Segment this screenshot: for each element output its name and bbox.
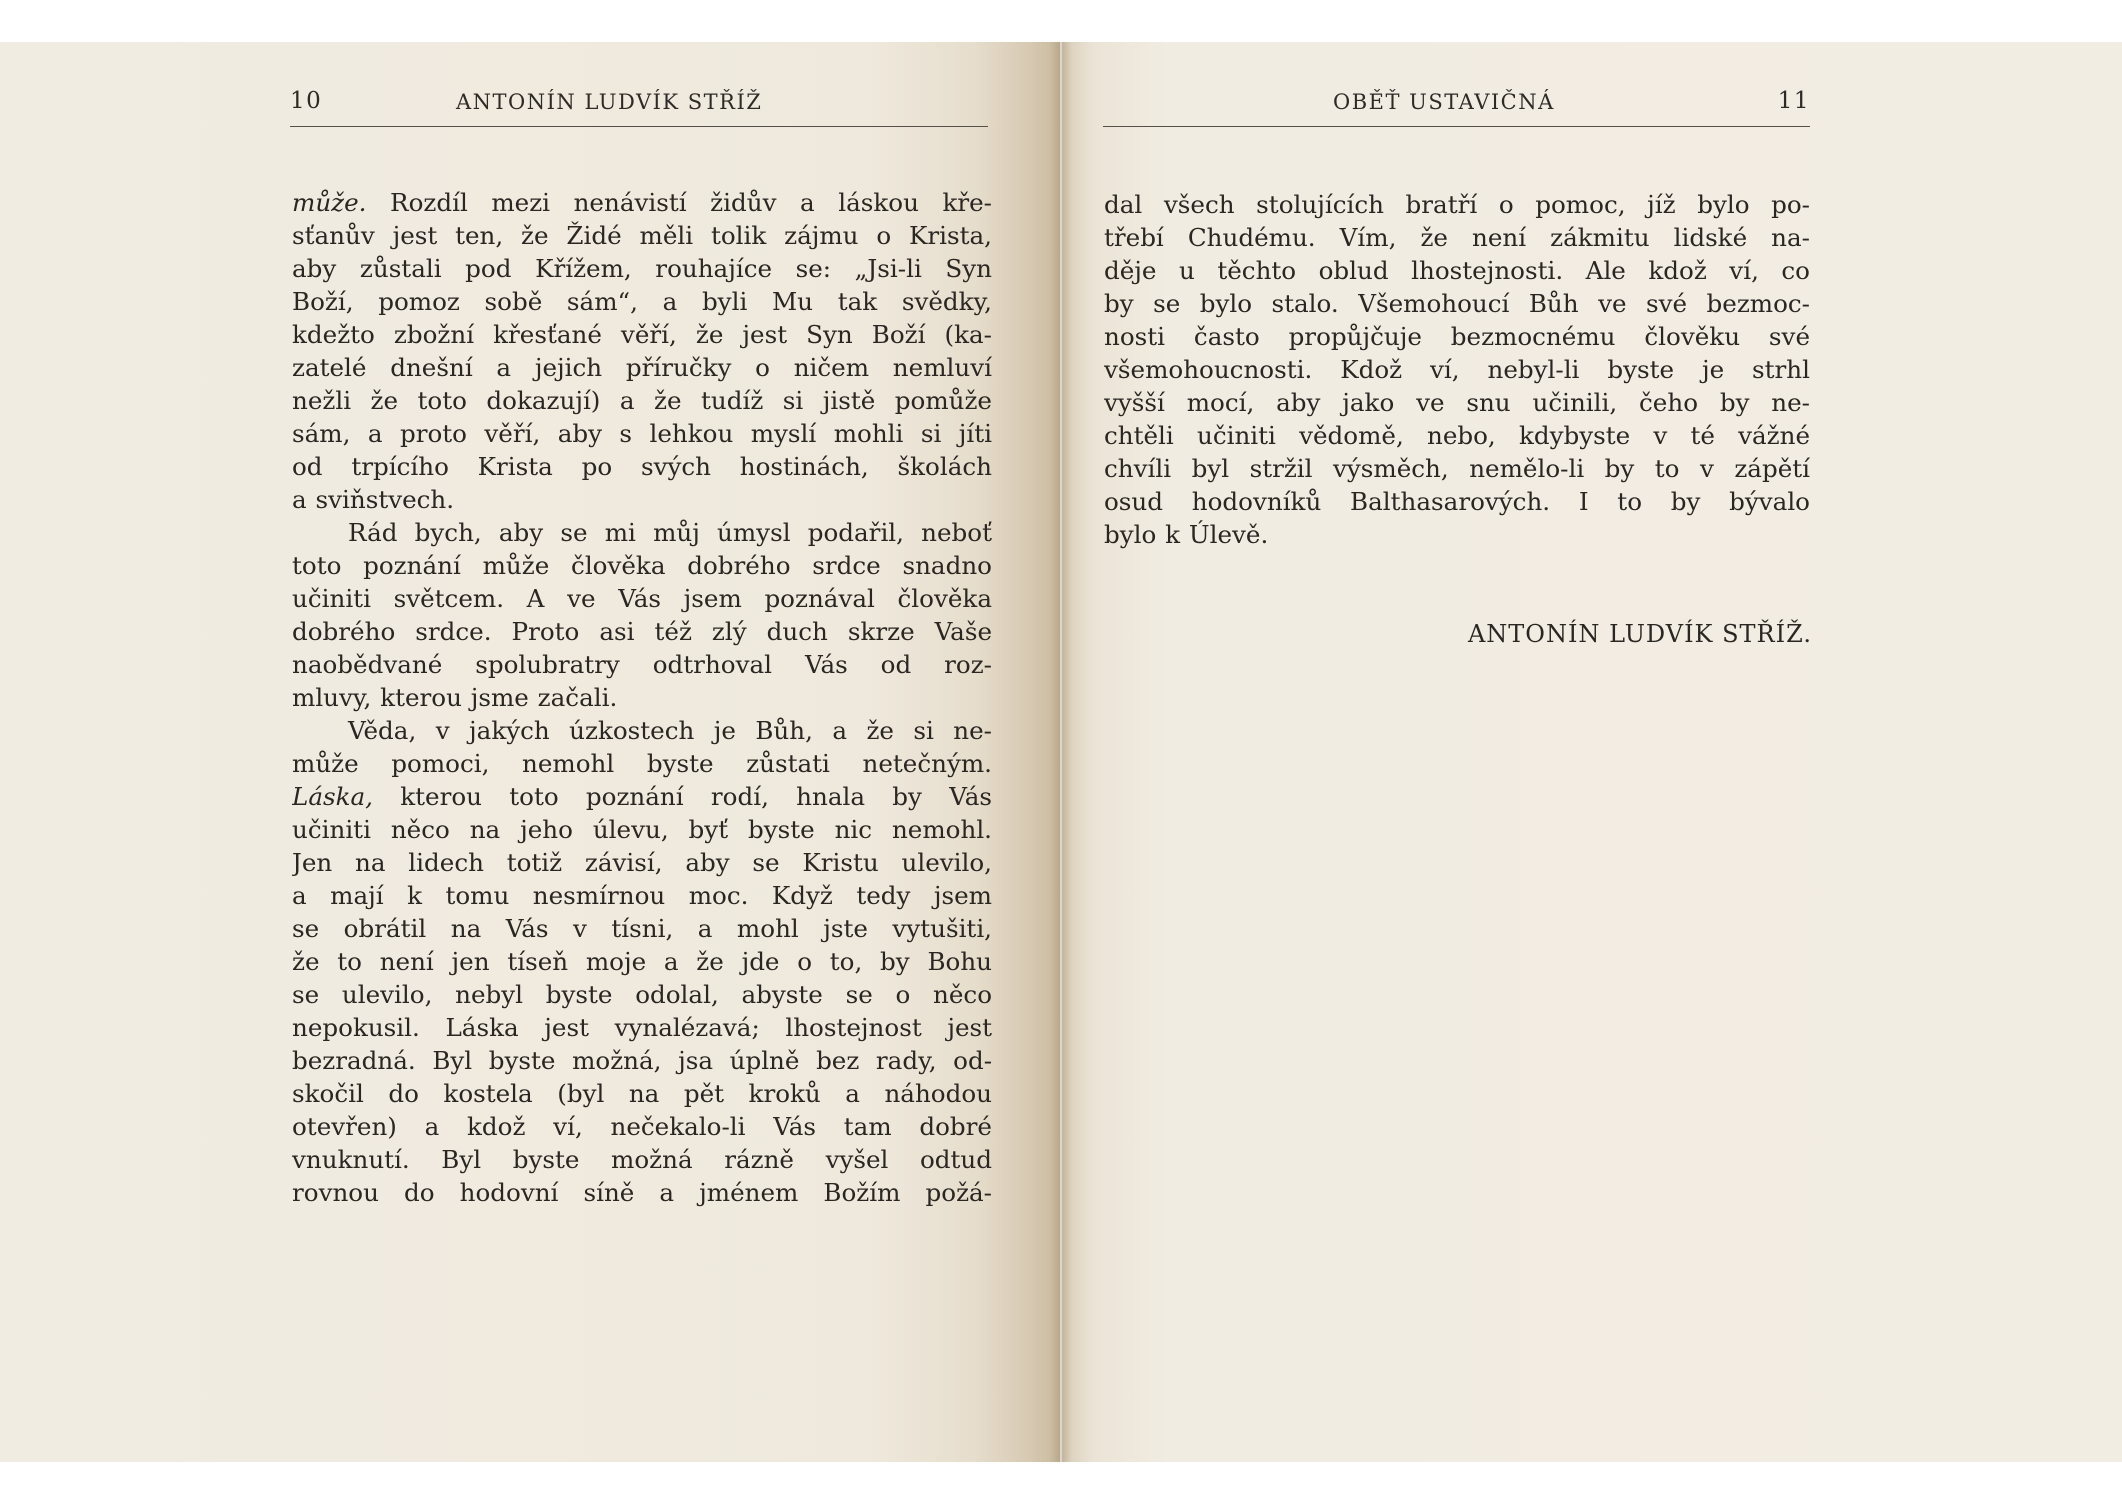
text-line: učiniti světcem. A ve Vás jsem poznával člověka bbox=[292, 584, 992, 613]
author-signature: ANTONÍN LUDVÍK STŘÍŽ. bbox=[1467, 620, 1812, 648]
text-line: bylo k Úlevě. bbox=[1104, 520, 1269, 549]
text-line: skočil do kostela (byl na pět kroků a náhodou bbox=[292, 1079, 992, 1108]
text-line: mluvy, kterou jsme začali. bbox=[292, 683, 618, 712]
text-line: toto poznání může člověka dobrého srdce snadno bbox=[292, 551, 992, 580]
text-line: osud hodovníků Balthasarových. I to by bývalo bbox=[1104, 487, 1810, 516]
running-title-right: OBĚŤ USTAVIČNÁ bbox=[1333, 90, 1555, 114]
text-line: vnuknutí. Byl byste možná rázně vyšel odtud bbox=[292, 1145, 992, 1174]
italic-word: může. bbox=[292, 188, 367, 217]
left-page-header bbox=[290, 86, 988, 127]
text-line: se ulevilo, nebyl byste odolal, abyste se o něco bbox=[292, 980, 992, 1009]
text-line: kdežto zbožní křesťané věří, že jest Syn Boží (ka- bbox=[292, 320, 992, 349]
right-page-header bbox=[1103, 86, 1810, 127]
text-line: od trpícího Krista po svých hostinách, školách bbox=[292, 452, 992, 481]
text-line: nepokusil. Láska jest vynalézavá; lhostejnost jest bbox=[292, 1013, 992, 1042]
text-line: chtěli učiniti vědomě, nebo, kdybyste v té vážné bbox=[1104, 421, 1810, 450]
text-line: Láska, kterou toto poznání rodí, hnala by Vás bbox=[292, 782, 992, 811]
running-title-left: ANTONÍN LUDVÍK STŘÍŽ bbox=[456, 90, 763, 114]
text-line: dobrého srdce. Proto asi též zlý duch skrze Vaše bbox=[292, 617, 992, 646]
text-line: Jen na lidech totiž závisí, aby se Kristu ulevilo, bbox=[292, 848, 992, 877]
text-line: děje u těchto oblud lhostejnosti. Ale kdož ví, co bbox=[1104, 256, 1810, 285]
text-line: učiniti něco na jeho úlevu, byť byste nic nemohl. bbox=[292, 815, 992, 844]
left-page-body-text bbox=[292, 186, 992, 1209]
text-line: a mají k tomu nesmírnou moc. Když tedy jsem bbox=[292, 881, 992, 910]
text-line: chvíli byl stržil výsměch, nemělo-li by to v zápětí bbox=[1104, 454, 1810, 483]
text-line: otevřen) a kdož ví, nečekalo-li Vás tam dobré bbox=[292, 1112, 992, 1141]
text-line: by se bylo stalo. Všemohoucí Bůh ve své bezmoc- bbox=[1104, 289, 1810, 318]
page-number-right: 11 bbox=[1777, 88, 1810, 114]
text-line: Věda, v jakých úzkostech je Bůh, a že si ne- bbox=[348, 716, 992, 745]
text-line: všemohoucnosti. Kdož ví, nebyl-li byste je strhl bbox=[1104, 355, 1810, 384]
text-line: třebí Chudému. Vím, že není zákmitu lidské na- bbox=[1104, 223, 1810, 252]
text-line: nežli že toto dokazují) a že tudíž si jistě pomůže bbox=[292, 386, 992, 415]
text-line: vyšší mocí, aby jako ve snu učinili, čeho by ne- bbox=[1104, 388, 1810, 417]
text-line: Rád bych, aby se mi můj úmysl podařil, neboť bbox=[348, 518, 992, 547]
text-line: dal všech stolujících bratří o pomoc, jíž bylo po- bbox=[1104, 190, 1810, 219]
text-line: zatelé dnešní a jejich příručky o ničem nemluví bbox=[292, 353, 992, 382]
text-line: rovnou do hodovní síně a jménem Božím požá- bbox=[292, 1178, 992, 1207]
text-line: aby zůstali pod Křížem, rouhajíce se: „Jsi-li Syn bbox=[292, 254, 992, 283]
text-line: nosti často propůjčuje bezmocnému člověku své bbox=[1104, 322, 1810, 351]
italic-word: Láska, bbox=[292, 782, 373, 811]
text-line: naobědvané spolubratry odtrhoval Vás od roz- bbox=[292, 650, 992, 679]
text-line: může. Rozdíl mezi nenávistí židův a láskou kře- bbox=[292, 188, 992, 217]
text-line: může pomoci, nemohl byste zůstati netečným. bbox=[292, 749, 992, 778]
text-line: sám, a proto věří, aby s lehkou myslí mohli si jíti bbox=[292, 419, 992, 448]
text-line: Boží, pomoz sobě sám“, a byli Mu tak svědky, bbox=[292, 287, 992, 316]
text-line: sťanův jest ten, že Židé měli tolik zájmu o Krista, bbox=[292, 221, 992, 250]
page-number-left: 10 bbox=[290, 88, 323, 114]
text-line: bezradná. Byl byste možná, jsa úplně bez rady, od- bbox=[292, 1046, 992, 1075]
text-line: že to není jen tíseň moje a že jde o to, by Bohu bbox=[292, 947, 992, 976]
text-line: a sviňstvech. bbox=[292, 485, 455, 514]
right-page-body-text bbox=[1104, 188, 1810, 551]
text-line: se obrátil na Vás v tísni, a mohl jste vytušiti, bbox=[292, 914, 992, 943]
